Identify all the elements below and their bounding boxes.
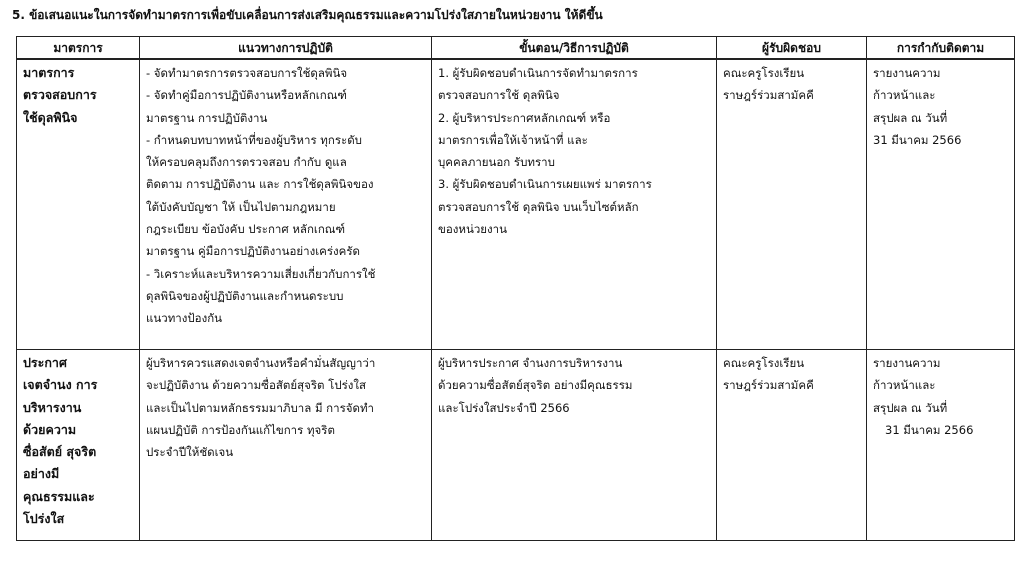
measure-line: ใช้ดุลพินิจ <box>23 109 78 125</box>
measure-line: ซื่อสัตย์ สุจริต <box>23 444 97 460</box>
guideline-line: ใต้บังคับบัญชา ให้ เป็นไปตามกฎหมาย <box>146 199 336 214</box>
measure-line: เจตจำนง การ <box>23 377 98 393</box>
guideline-line: - จัดทำมาตรการตรวจสอบการใช้ดุลพินิจ <box>146 66 348 80</box>
guideline-line: แผนปฏิบัติ การป้องกันแก้ไขการ ทุจริต <box>146 422 335 437</box>
procedure-line: 2. ผู้บริหารประกาศหลักเกณฑ์ หรือ <box>438 110 611 125</box>
responsible-line: ราษฎร์ร่วมสามัคคี <box>723 378 814 393</box>
header-guidelines: แนวทางการปฏิบัติ <box>140 37 432 60</box>
table-header-row <box>17 37 1015 60</box>
procedure-line: ตรวจสอบการใช้ ดุลพินิจ บนเว็บไซต์หลัก <box>438 199 639 214</box>
guideline-line: - กำหนดบทบาทหน้าที่ของผู้บริหาร ทุกระดับ <box>146 132 362 147</box>
header-measure: มาตรการ <box>17 37 140 60</box>
table-row <box>17 350 1015 541</box>
measures-table <box>16 36 1015 541</box>
monitoring-cell <box>867 350 1015 541</box>
monitoring-line: ก้าวหน้าและ <box>873 88 936 103</box>
guideline-line: จะปฏิบัติงาน ด้วยความซื่อสัตย์สุจริต โปร่งใส <box>146 378 367 393</box>
section-heading: 5. ข้อเสนอแนะในการจัดทำมาตรการเพื่อขับเคลื่อนการส่งเสริมคุณธรรมและความโปร่งใสภายในหน่วยงาน ให้ดีขึ้น <box>12 8 603 22</box>
guideline-line: กฎระเบียบ ข้อบังคับ ประกาศ หลักเกณฑ์ <box>146 222 346 237</box>
guideline-line: ผู้บริหารควรแสดงเจตจำนงหรือคำมั่นสัญญาว่า <box>146 356 376 370</box>
responsible-line: คณะครูโรงเรียน <box>723 66 805 80</box>
guideline-line: และเป็นไปตามหลักธรรมมาภิบาล มี การจัดทำ <box>146 400 375 415</box>
monitoring-cell <box>867 59 1015 350</box>
responsible-cell <box>717 59 867 350</box>
guidelines-cell <box>140 350 432 541</box>
measure-line: ตรวจสอบการ <box>23 87 97 103</box>
measure-line: บริหารงาน <box>23 399 82 415</box>
monitoring-line: 31 มีนาคม 2566 <box>885 422 974 437</box>
procedure-cell <box>432 350 717 541</box>
monitoring-line: รายงานความ <box>873 356 941 370</box>
procedure-line: และโปร่งใสประจำปี 2566 <box>438 400 570 415</box>
header-monitoring: การกำกับติดตาม <box>867 37 1015 60</box>
procedure-line: มาตรการเพื่อให้เจ้าหน้าที่ และ <box>438 132 588 147</box>
guideline-line: แนวทางป้องกัน <box>146 311 223 326</box>
procedure-line: บุคคลภายนอก รับทราบ <box>438 155 555 170</box>
guideline-line: ติดตาม การปฏิบัติงาน และ การใช้ดุลพินิจของ <box>146 177 374 192</box>
guideline-line: ดุลพินิจของผู้ปฏิบัติงานและกำหนดระบบ <box>146 288 344 303</box>
responsible-cell <box>717 350 867 541</box>
procedure-cell <box>432 59 717 350</box>
responsible-line: ราษฎร์ร่วมสามัคคี <box>723 88 814 103</box>
monitoring-line: ก้าวหน้าและ <box>873 378 936 393</box>
procedure-line: 1. ผู้รับผิดชอบดำเนินการจัดทำมาตรการ <box>438 66 638 80</box>
responsible-line: คณะครูโรงเรียน <box>723 356 805 370</box>
monitoring-line: 31 มีนาคม 2566 <box>873 132 962 147</box>
procedure-line: ผู้บริหารประกาศ จำนงการบริหารงาน <box>438 356 623 370</box>
guidelines-cell <box>140 59 432 350</box>
measure-cell <box>17 59 140 350</box>
guideline-line: - จัดทำคู่มือการปฏิบัติงานหรือหลักเกณฑ์ <box>146 88 347 103</box>
measure-line: อย่างมี <box>23 466 60 482</box>
measure-line: ประกาศ <box>23 355 67 370</box>
measure-line: มาตรการ <box>23 65 75 80</box>
guideline-line: ประจำปีให้ชัดเจน <box>146 445 234 460</box>
procedure-line: ด้วยความซื่อสัตย์สุจริต อย่างมีคุณธรรม <box>438 378 633 393</box>
monitoring-line: รายงานความ <box>873 66 941 80</box>
table-row <box>17 59 1015 350</box>
guideline-line: มาตรฐาน คู่มือการปฏิบัติงานอย่างเคร่งครัด <box>146 244 360 259</box>
monitoring-line: สรุปผล ณ วันที่ <box>873 400 948 415</box>
header-responsible: ผู้รับผิดชอบ <box>717 37 867 60</box>
guideline-line: มาตรฐาน การปฏิบัติงาน <box>146 110 268 125</box>
measure-line: ด้วยความ <box>23 421 77 437</box>
procedure-line: ตรวจสอบการใช้ ดุลพินิจ <box>438 88 560 103</box>
guideline-line: - วิเคราะห์และบริหารความเสี่ยงเกี่ยวกับการใช้ <box>146 266 376 281</box>
procedure-line: 3. ผู้รับผิดชอบดำเนินการเผยแพร่ มาตรการ <box>438 177 652 192</box>
measure-line: โปร่งใส <box>23 511 65 527</box>
measure-cell <box>17 350 140 541</box>
guideline-line: ให้ครอบคลุมถึงการตรวจสอบ กำกับ ดูแล <box>146 155 347 170</box>
procedure-line: ของหน่วยงาน <box>438 222 507 237</box>
header-procedure: ขั้นตอน/วิธีการปฏิบัติ <box>432 37 717 60</box>
measure-line: คุณธรรมและ <box>23 488 95 504</box>
monitoring-line: สรุปผล ณ วันที่ <box>873 110 948 125</box>
